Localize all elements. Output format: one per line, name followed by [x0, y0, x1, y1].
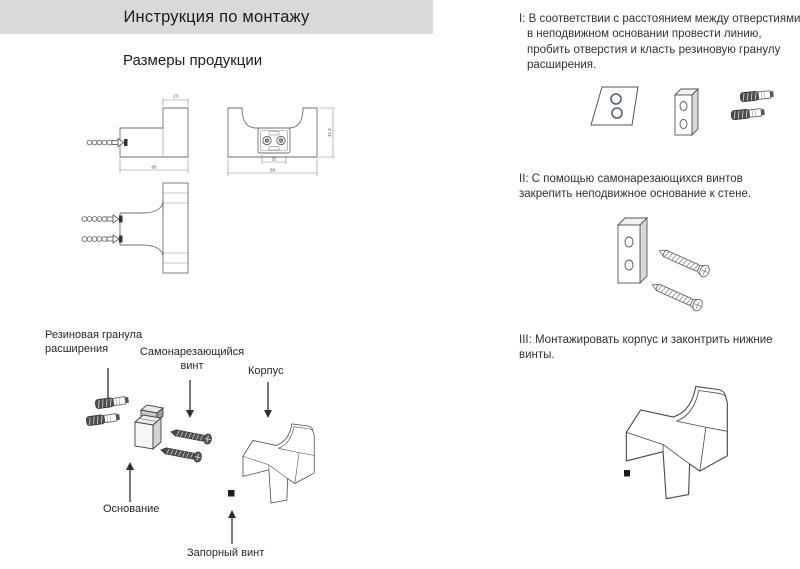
header-band [0, 0, 433, 34]
step1-illustration [585, 82, 795, 152]
down-arrow-screw [186, 380, 194, 418]
base-3d-icon [135, 405, 163, 449]
mount-screw-icon [277, 136, 285, 144]
profile-view-drawing [82, 183, 188, 273]
dim-front-bottom: 80 [269, 167, 276, 173]
anchor-icon [82, 215, 122, 223]
side-view-drawing [87, 94, 188, 174]
base-plate-icon [618, 218, 647, 283]
label-body: Корпус [248, 365, 284, 377]
up-arrow-lock [228, 510, 236, 544]
rubber-anchor-icon [86, 412, 120, 426]
label-self-tapping-screw: Самонарезающийся винт [139, 346, 245, 373]
wall-mark-icon [591, 87, 638, 125]
dim-hole-spacing: 32 [271, 156, 277, 162]
page-title: Инструкция по монтажу [123, 7, 310, 26]
screw-icon [170, 427, 212, 445]
down-arrow-body [264, 382, 272, 418]
hook-body-icon [243, 424, 314, 503]
mount-screw-icon [263, 136, 271, 144]
rubber-anchor-icon [740, 90, 774, 102]
step3-illustration [598, 358, 798, 508]
up-arrow-base [126, 462, 134, 502]
base-plate-icon [675, 89, 698, 135]
label-base: Основание [103, 503, 160, 515]
section-subtitle: Размеры продукции [123, 52, 263, 69]
step3-text: III: Монтажировать корпус и законтрить нижние винты. [519, 334, 773, 362]
hook-body-icon [626, 386, 727, 498]
anchor-icon [87, 139, 127, 147]
screw-icon [160, 445, 202, 463]
dim-side-top: 23 [172, 93, 179, 99]
step2-text: II: С помощью самонарезающихся винтов закрепить неподвижное основание к стене. [519, 173, 752, 201]
rubber-anchor-icon [731, 108, 765, 120]
dim-front-height: 41.5 [327, 128, 332, 137]
locking-screw-square [228, 490, 235, 497]
rubber-anchor-icon [95, 395, 129, 409]
dim-side-bottom: 80 [151, 164, 157, 170]
dimension-drawings [40, 88, 400, 298]
anchor-icon [82, 235, 122, 243]
label-rubber-plug: Резиновая гранула расширения [45, 329, 143, 356]
front-view-drawing [228, 108, 335, 176]
step1-text: I: В соответствии с расстоянием между отверстиями в неподвижном основании провести линию, пробить отверстия и класть резиновую гранулу расширения. [519, 13, 800, 71]
locking-screw-square [624, 470, 630, 477]
label-locking-screw: Запорный винт [187, 547, 265, 559]
step2-illustration [600, 215, 790, 325]
screw-icon [657, 245, 711, 278]
screw-icon [650, 279, 704, 312]
